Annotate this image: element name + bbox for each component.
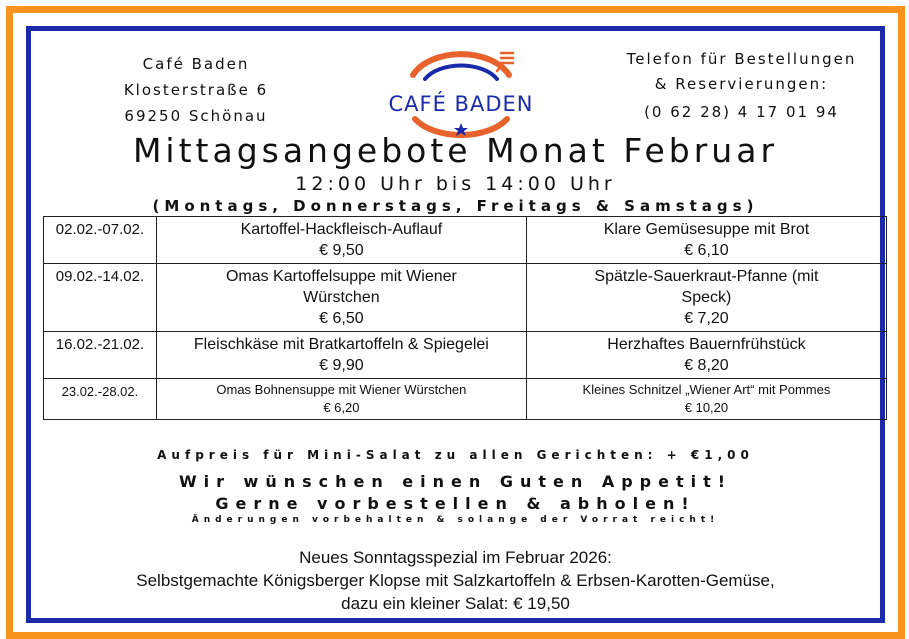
dish-price: € 7,20: [684, 310, 729, 327]
dish-name: Omas Kartoffelsuppe mit Wiener Würstchen: [225, 268, 457, 306]
dish-name: Klare Gemüsesuppe mit Brot: [603, 221, 810, 238]
table-row: [44, 264, 887, 332]
page-title: Mittagsangebote Monat Februar: [132, 131, 779, 170]
table-row: [44, 379, 887, 420]
outer-frame: [6, 6, 905, 639]
menu-dish-2: [526, 264, 886, 332]
menu-dish-1: [156, 217, 526, 264]
cafe-address: [111, 51, 281, 129]
greeting-line2: Gerne vorbestellen & abholen!: [215, 494, 696, 513]
dish-price: € 10,20: [684, 400, 729, 415]
opening-days: (Montags, Donnerstags, Freitags & Samstags): [152, 197, 759, 215]
dish-name: Omas Bohnensuppe mit Wiener Würstchen: [216, 382, 467, 397]
address-street: Klosterstraße 6: [123, 81, 269, 99]
logo-text: CAFÉ BADEN: [388, 92, 534, 116]
special-title: Neues Sonntagsspezial im Februar 2026:: [299, 548, 612, 567]
phone-line1: Telefon für Bestellungen: [626, 50, 857, 68]
menu-dish-2: [526, 379, 886, 420]
dish-price: € 9,90: [319, 357, 364, 374]
dish-name: Fleischkäse mit Bratkartoffeln & Spiegelei: [193, 336, 489, 353]
phone-info: [614, 47, 869, 125]
menu-date: 16.02.-21.02.: [44, 332, 157, 379]
address-city: 69250 Schönau: [124, 107, 268, 125]
special-price: dazu ein kleiner Salat: € 19,50: [341, 594, 570, 613]
logo-graphic: [351, 39, 571, 139]
menu-dish-1: [156, 264, 526, 332]
address-name: Café Baden: [142, 55, 250, 73]
cafe-logo: [351, 39, 571, 139]
salad-surcharge: Aufpreis für Mini-Salat zu allen Gerichten: + €1,00: [157, 448, 754, 462]
special-dish: Selbstgemachte Königsberger Klopse mit Salzkartoffeln & Erbsen-Karotten-Gemüse,: [136, 571, 775, 590]
dish-name: Spätzle-Sauerkraut-Pfanne (mit Speck): [594, 268, 819, 306]
dish-name: Kartoffel-Hackfleisch-Auflauf: [240, 221, 443, 238]
dish-price: € 6,20: [323, 400, 360, 415]
phone-line2: & Reservierungen:: [654, 75, 829, 93]
inner-frame: [26, 26, 885, 623]
dish-price: € 8,20: [684, 357, 729, 374]
greeting: [31, 471, 880, 515]
menu-dish-1: [156, 332, 526, 379]
dish-name: Kleines Schnitzel „Wiener Art“ mit Pommes: [582, 382, 831, 397]
table-row: [44, 332, 887, 379]
menu-dish-1: [156, 379, 526, 420]
dish-price: € 6,50: [319, 310, 364, 327]
greeting-line1: Wir wünschen einen Guten Appetit!: [178, 472, 733, 491]
dish-price: € 6,10: [684, 242, 729, 259]
sunday-special: [31, 546, 880, 615]
menu-date: 09.02.-14.02.: [44, 264, 157, 332]
menu-table: [43, 216, 887, 420]
dish-price: € 9,50: [319, 242, 364, 259]
menu-date: 02.02.-07.02.: [44, 217, 157, 264]
menu-dish-2: [526, 332, 886, 379]
menu-date: 23.02.-28.02.: [44, 379, 157, 420]
opening-hours: 12:00 Uhr bis 14:00 Uhr: [295, 173, 616, 195]
dish-name: Herzhaftes Bauernfrühstück: [607, 336, 806, 353]
table-row: [44, 217, 887, 264]
phone-number: (0 62 28) 4 17 01 94: [644, 103, 839, 121]
disclaimer: Änderungen vorbehalten & solange der Vorrat reicht!: [191, 515, 720, 525]
logo-arc-inner: [425, 65, 497, 79]
menu-dish-2: [526, 217, 886, 264]
